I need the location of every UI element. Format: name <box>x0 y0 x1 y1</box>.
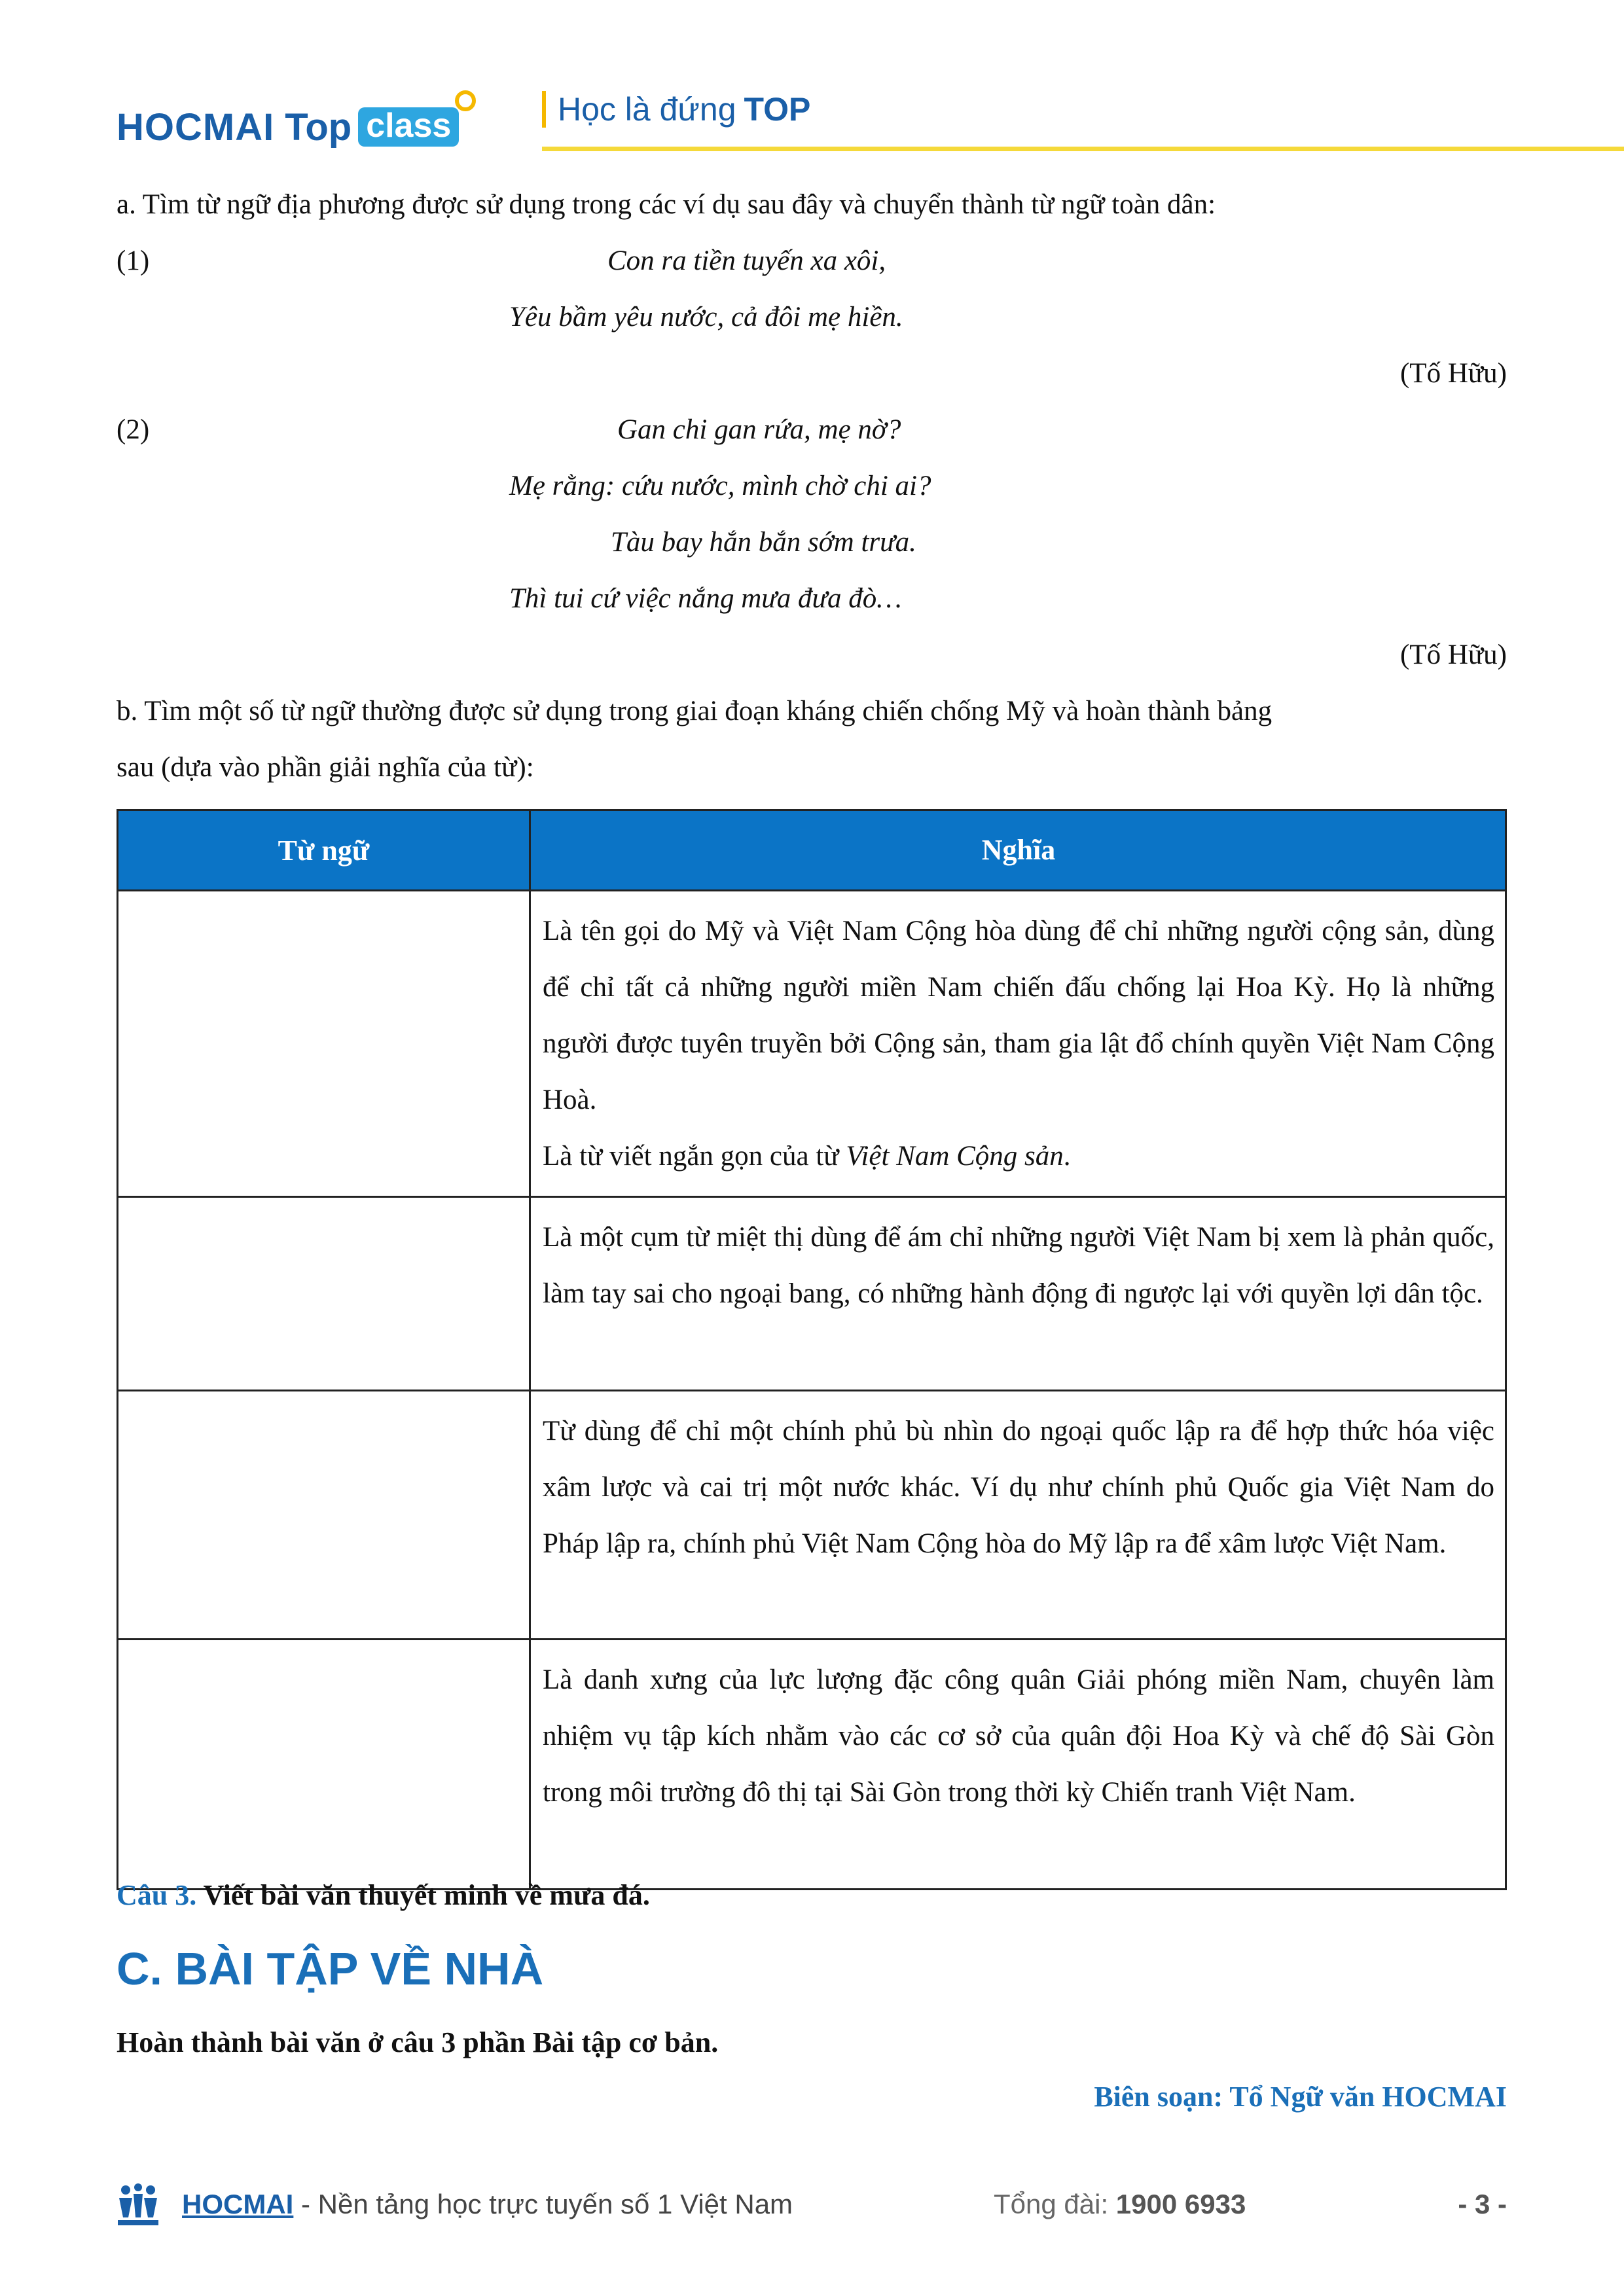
word-cell[interactable] <box>118 1640 531 1888</box>
part-b-instruction-2: sau (dựa vào phần giải nghĩa của từ): <box>117 752 534 783</box>
page-number: - 3 - <box>1458 2189 1507 2219</box>
word-cell[interactable] <box>118 1198 531 1390</box>
footer-hotline <box>994 2189 1246 2220</box>
poem2-number: (2) <box>117 414 150 445</box>
homework-task: Hoàn thành bài văn ở câu 3 phần Bài tập cơ bản. <box>117 2026 719 2058</box>
poem-verse: Thì tui cứ việc nắng mưa đưa đò… <box>509 583 902 614</box>
poem-verse: Con ra tiền tuyến xa xôi, <box>607 245 886 276</box>
meaning-cell <box>531 891 1505 1196</box>
header-rule <box>542 147 1624 151</box>
meaning-extra-italic: Việt Nam Cộng sản <box>846 1141 1064 1172</box>
part-a-instruction: a. Tìm từ ngữ địa phương được sử dụng trong các ví dụ sau đây và chuyển thành từ ngữ toàn dân: <box>117 189 1216 220</box>
meaning-extra <box>543 1128 1494 1185</box>
table-row <box>118 1390 1505 1638</box>
table-header-word: Từ ngữ <box>118 811 531 889</box>
footer-phone-number: 1900 6933 <box>1115 2189 1246 2219</box>
word-cell[interactable] <box>118 1391 531 1638</box>
poem1-line2 <box>117 289 1507 346</box>
hocmai-topclass-logo <box>117 94 459 147</box>
poem-verse: Mẹ rằng: cứu nước, mình chờ chi ai? <box>509 471 931 501</box>
table-header-meaning: Nghĩa <box>981 834 1056 866</box>
section-c-title: C. BÀI TẬP VỀ NHÀ <box>117 1943 544 1994</box>
logo-class-text: class <box>366 107 452 145</box>
question-3-text: Viết bài văn thuyết minh về mưa đá. <box>196 1879 650 1911</box>
slogan-divider <box>542 91 546 128</box>
slogan-prefix: Học là đứng <box>558 91 736 128</box>
footer-brand <box>182 2189 793 2220</box>
meaning-cell: Từ dùng để chỉ một chính phủ bù nhìn do ngoại quốc lập ra để hợp thức hóa việc xâm lược và cai trị một nước khác. Ví dụ như chính phủ Quốc gia Việt Nam do Pháp lập ra, chính phủ Việt Nam Cộng hòa do Mỹ lập ra để xâm lược Việt Nam. <box>543 1416 1494 1559</box>
logo-hocmai-text: HOCMAI <box>117 106 275 149</box>
poem2-author: (Tố Hữu) <box>1399 639 1507 670</box>
page-footer <box>117 2179 1507 2238</box>
word-cell[interactable] <box>118 891 531 1196</box>
footer-phone-label: Tổng đài: <box>994 2189 1116 2219</box>
exercise-content <box>117 177 1507 796</box>
poem2-line4 <box>117 571 1507 627</box>
table-row <box>118 1638 1505 1888</box>
vocabulary-table <box>117 809 1507 1890</box>
logo-class-badge <box>358 107 459 147</box>
hocmai-people-icon <box>117 2183 160 2228</box>
footer-tagline: - Nền tảng học trực tuyến số 1 Việt Nam <box>293 2189 793 2219</box>
meaning-extra-prefix: Là từ viết ngắn gọn của từ <box>543 1141 846 1172</box>
poem2-line2 <box>117 458 1507 514</box>
poem1-author: (Tố Hữu) <box>1399 358 1507 389</box>
meaning-cell: Là một cụm từ miệt thị dùng để ám chỉ những người Việt Nam bị xem là phản quốc, làm tay sai cho ngoại bang, có những hành động đi ngược lại với quyền lợi dân tộc. <box>543 1222 1494 1309</box>
table-row <box>118 1196 1505 1390</box>
meaning-extra-suffix: . <box>1063 1141 1071 1172</box>
poem1-number: (1) <box>117 245 150 276</box>
poem-verse: Yêu bầm yêu nước, cả đôi mẹ hiền. <box>509 302 903 332</box>
meaning-text: Là tên gọi do Mỹ và Việt Nam Cộng hòa dùng để chỉ những người cộng sản, dùng để chỉ tất cả những người miền Nam chiến đấu chống lại Hoa Kỳ. Họ là những người được tuyên truyền bởi Cộng sản, tham gia lật đổ chính quyền Việt Nam Cộng Hoà. <box>543 916 1494 1115</box>
gear-icon <box>455 90 476 111</box>
slogan-top: TOP <box>744 91 811 128</box>
question-3-label: Câu 3. <box>117 1879 197 1911</box>
question-3 <box>117 1878 650 1912</box>
meaning-cell: Là danh xưng của lực lượng đặc công quân Giải phóng miền Nam, chuyên làm nhiệm vụ tập kích nhằm vào các cơ sở của quân đội Hoa Kỳ và chế độ Sài Gòn trong môi trường đô thị tại Sài Gòn trong thời kỳ Chiến tranh Việt Nam. <box>543 1664 1494 1808</box>
table-row <box>118 889 1505 1196</box>
part-b-instruction-1: b. Tìm một số từ ngữ thường được sử dụng trong giai đoạn kháng chiến chống Mỹ và hoàn thành bảng <box>117 696 1272 726</box>
poem-verse: Gan chi gan rứa, mẹ nờ? <box>617 414 901 445</box>
logo-top-text: Top <box>285 106 352 149</box>
table-header-row <box>118 811 1505 889</box>
poem1-line1 <box>117 233 1507 289</box>
author-credit: Biên soạn: Tổ Ngữ văn HOCMAI <box>1094 2081 1507 2113</box>
poem2-line1 <box>117 402 1507 458</box>
poem2-line3 <box>117 514 1507 571</box>
footer-brand-link[interactable]: HOCMAI <box>182 2189 294 2219</box>
poem-verse: Tàu bay hắn bắn sớm trưa. <box>611 527 916 558</box>
slogan <box>542 90 810 128</box>
page-header <box>117 72 1558 151</box>
